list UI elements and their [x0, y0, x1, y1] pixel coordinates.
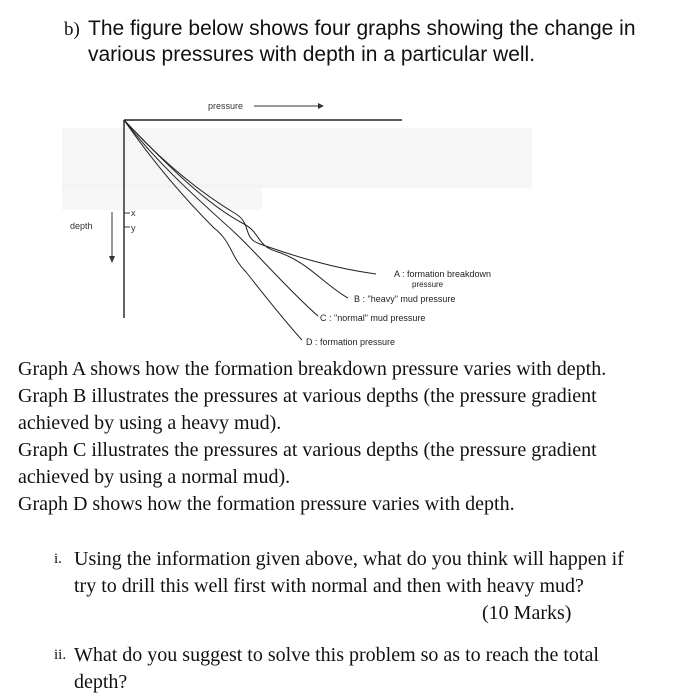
paragraph-graph-a: Graph A shows how the formation breakdown pressure varies with depth. — [18, 358, 607, 380]
depth-axis-label: depth — [70, 221, 93, 231]
y-mark: y — [131, 223, 136, 233]
legend-a: A : formation breakdown — [394, 269, 492, 279]
subquestion-i-marks: (10 Marks) — [482, 602, 572, 624]
paragraph-graph-c: Graph C illustrates the pressures at various depths (the pressure gradient achieved by using a normal mud). — [18, 439, 597, 488]
x-mark: x — [131, 208, 136, 218]
explanation-text — [18, 356, 658, 518]
pressure-axis-label: pressure — [208, 101, 244, 111]
subquestion-ii-text: What do you suggest to solve this problem so as to reach the total depth? — [74, 644, 599, 693]
legend-a-cont: pressure — [412, 280, 444, 289]
question-text: The figure below shows four graphs showing the change in various pressures with depth in a particular well. — [88, 17, 636, 66]
depth-arrow-head — [109, 256, 115, 263]
subquestion-i — [54, 546, 654, 636]
question-label: b) — [64, 19, 80, 40]
subquestion-ii — [54, 642, 654, 698]
pressure-arrow-head — [318, 103, 324, 109]
legend-b: B : "heavy" mud pressure — [354, 294, 456, 304]
figure-svg — [56, 96, 536, 356]
subquestion-i-text: Using the information given above, what do you think will happen if try to drill this well first with normal and then with heavy mud? — [74, 548, 624, 597]
legend-d: D : formation pressure — [306, 337, 396, 347]
paragraph-graph-b: Graph B illustrates the pressures at various depths (the pressure gradient achieved by using a heavy mud). — [18, 385, 597, 434]
subquestion-i-number: i. — [54, 551, 62, 567]
pressure-depth-figure — [56, 96, 536, 356]
subquestion-ii-number: ii. — [54, 647, 67, 663]
scan-shade-2 — [62, 184, 262, 210]
legend-c: C : "normal" mud pressure — [320, 313, 426, 323]
scan-shade — [62, 128, 532, 188]
paragraph-graph-d: Graph D shows how the formation pressure varies with depth. — [18, 493, 515, 515]
